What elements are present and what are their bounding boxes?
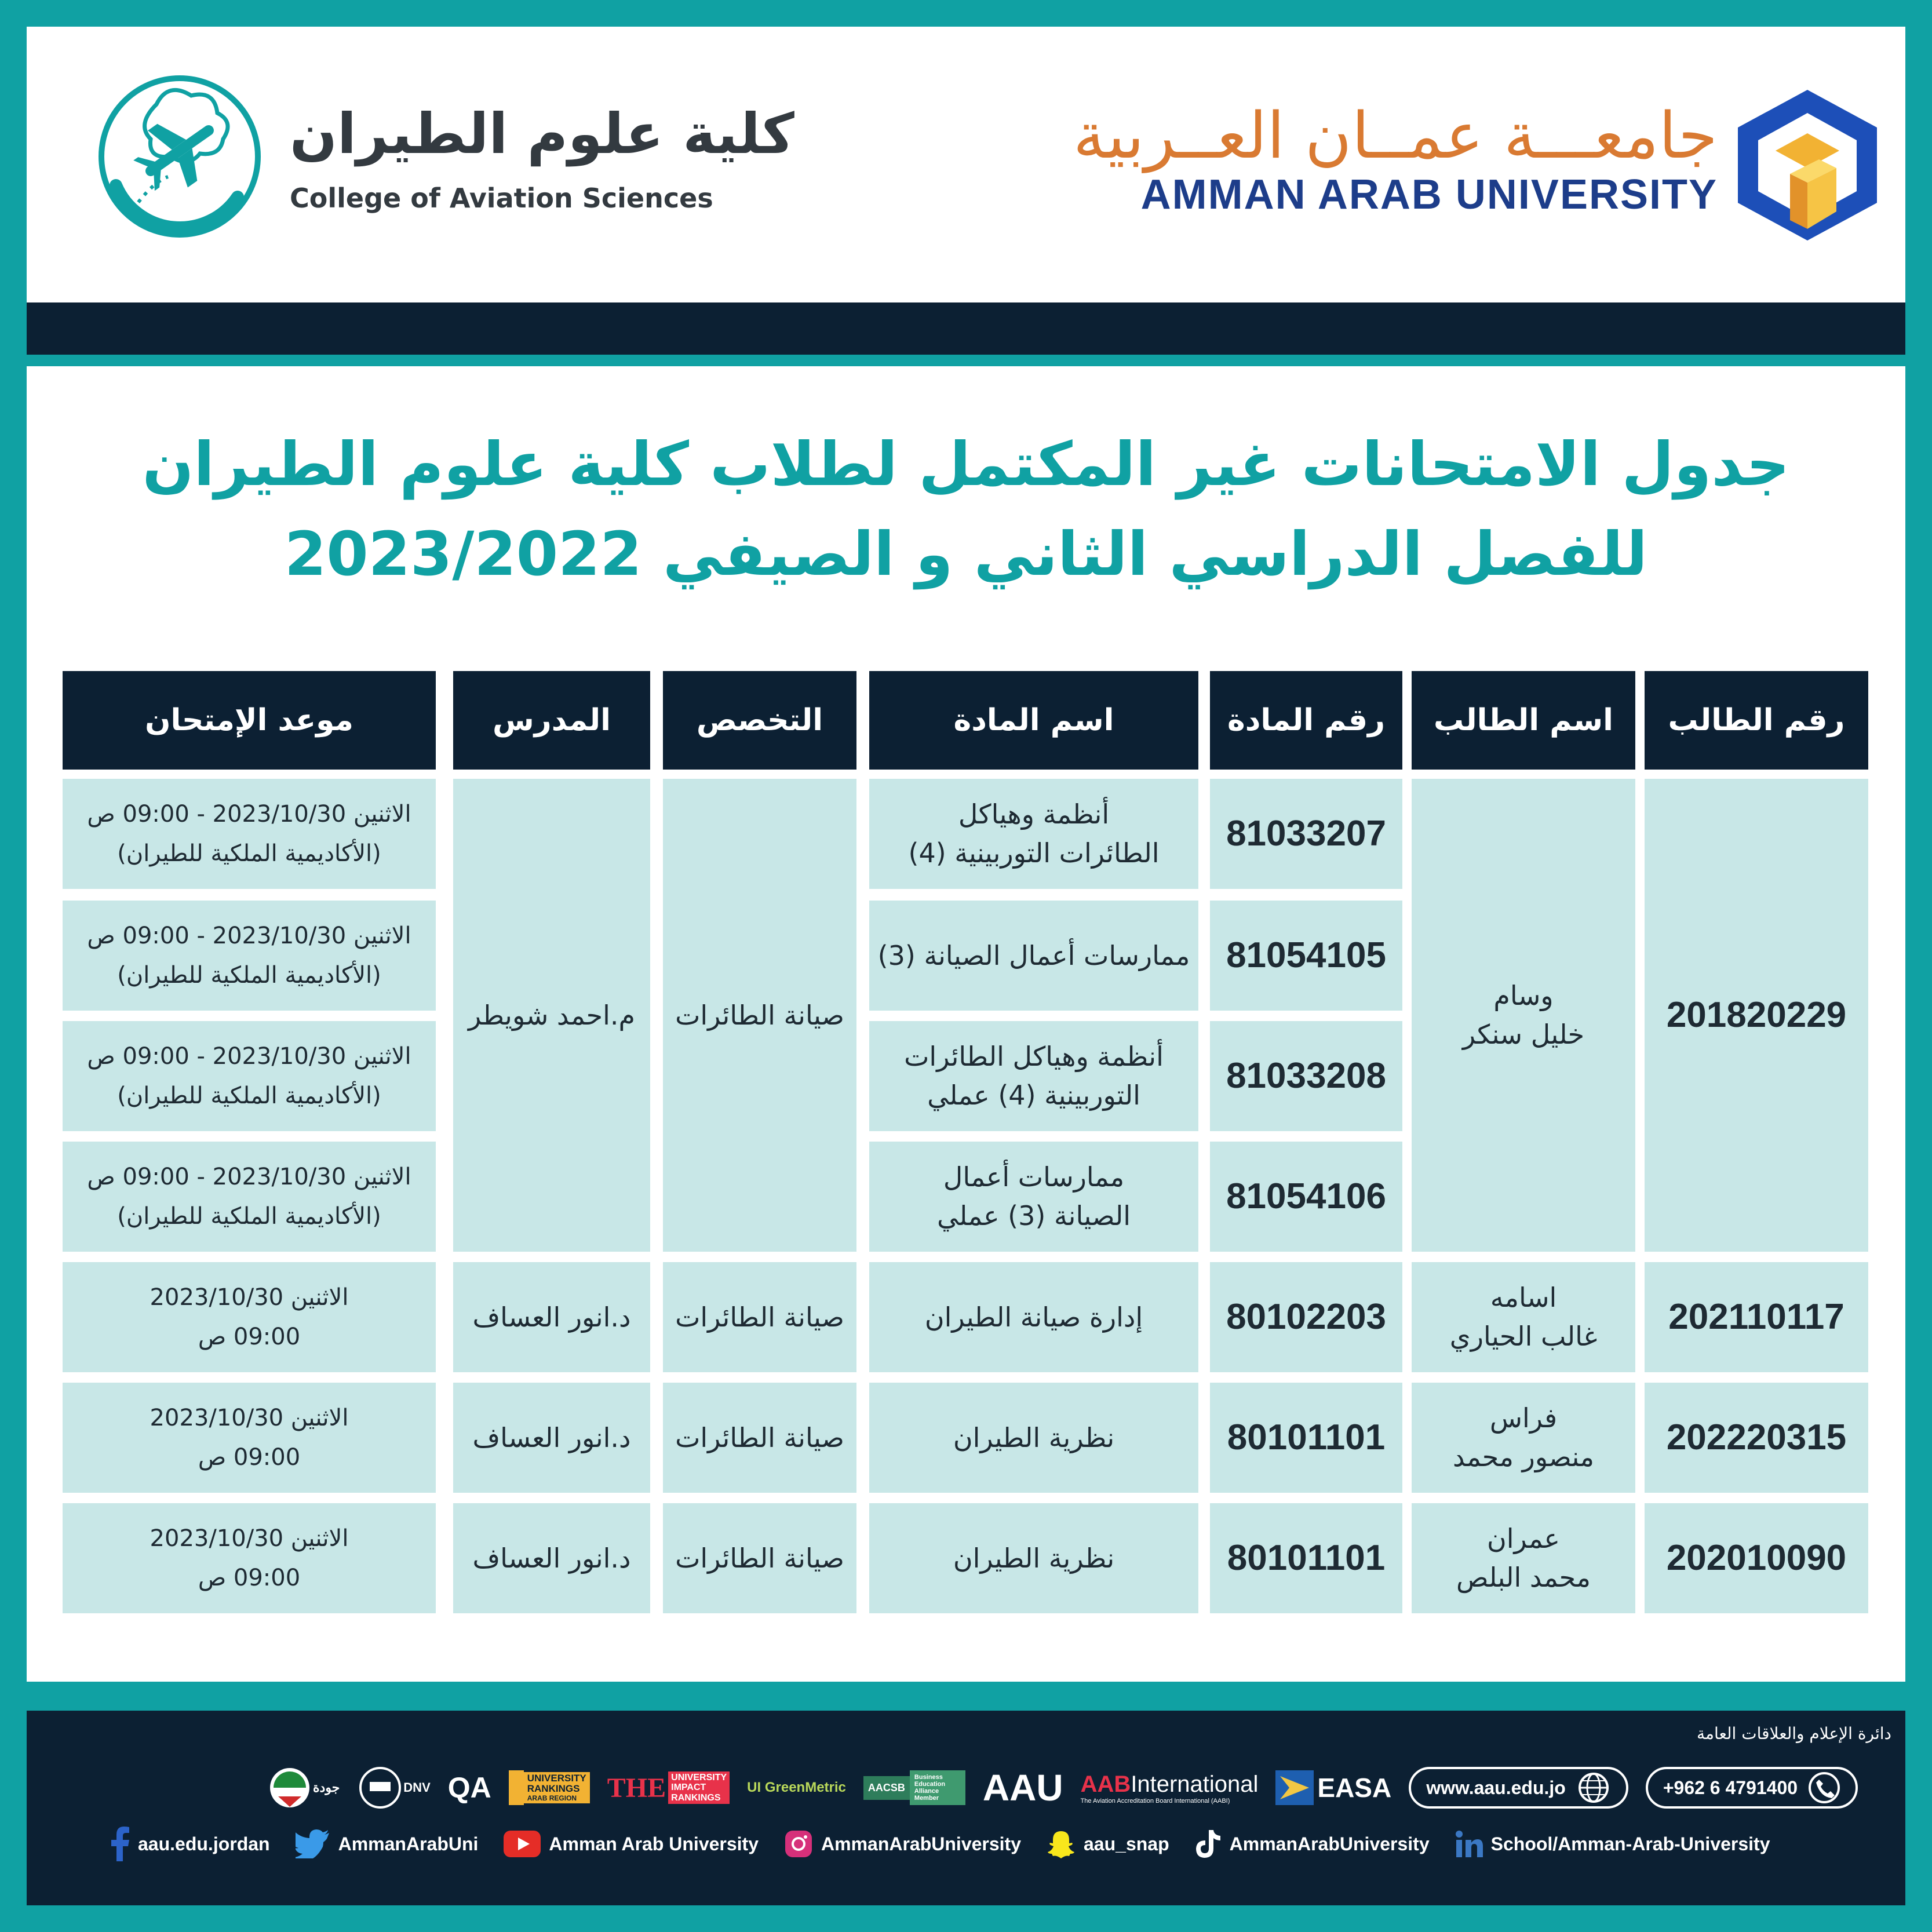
course-name-cell: أنظمة وهياكل الطائرات التوربينية (4) عملي bbox=[869, 1021, 1198, 1131]
aacsb-badge bbox=[863, 1770, 965, 1805]
header-major: التخصص bbox=[663, 671, 856, 770]
exam-time-cell: الاثنين 2023/10/30 09:00 ص bbox=[63, 1503, 436, 1613]
page-title: جدول الامتحانات غير المكتمل لطلاب كلية علوم الطيران bbox=[142, 429, 1790, 500]
university-name-en: AMMAN ARAB UNIVERSITY bbox=[1140, 172, 1718, 218]
aabi-red: AAB bbox=[1080, 1771, 1131, 1797]
course-id-cell: 81054106 bbox=[1210, 1142, 1402, 1252]
page-subtitle: للفصل الدراسي الثاني و الصيفي 2023/2022 bbox=[284, 519, 1648, 589]
course-id-cell: 81033208 bbox=[1210, 1021, 1402, 1131]
instagram-icon bbox=[784, 1829, 813, 1858]
course-id-cell: 81033207 bbox=[1210, 779, 1402, 889]
student-id-cell: 202110117 bbox=[1645, 1262, 1868, 1372]
course-name-cell: أنظمة وهياكل الطائرات التوربينية (4) bbox=[869, 779, 1198, 889]
jawda-icon bbox=[267, 1765, 313, 1811]
header-divider-bar bbox=[27, 302, 1905, 355]
student-id-cell: 202010090 bbox=[1645, 1503, 1868, 1613]
youtube-text: Amman Arab University bbox=[549, 1833, 759, 1854]
exam-time-cell: الاثنين 2023/10/30 09:00 ص bbox=[63, 1383, 436, 1493]
aabi-sub: The Aviation Accreditation Board International (AABI) bbox=[1080, 1797, 1230, 1805]
student-id-cell: 201820229 bbox=[1645, 779, 1868, 1252]
header-student-name: اسم الطالب bbox=[1412, 671, 1635, 770]
instructor-cell: م.احمد شويطر bbox=[453, 779, 650, 1252]
twitter-text: AmmanArabUni bbox=[338, 1833, 479, 1854]
dnv-label: DNV bbox=[403, 1780, 431, 1795]
major-cell: صيانة الطائرات bbox=[663, 779, 856, 1252]
twitter-icon bbox=[296, 1829, 330, 1858]
department-label: دائرة الإعلام والعلاقات العامة bbox=[1696, 1724, 1891, 1743]
aacsb-sub: Business Education Alliance Member bbox=[910, 1770, 965, 1805]
course-name-cell: ممارسات أعمال الصيانة (3) عملي bbox=[869, 1142, 1198, 1252]
major-cell: صيانة الطائرات bbox=[663, 1262, 856, 1372]
the-label: THE bbox=[607, 1772, 666, 1803]
youtube-icon bbox=[504, 1831, 541, 1857]
instructor-cell: د.انور العساف bbox=[453, 1383, 650, 1493]
easa-badge bbox=[1275, 1770, 1391, 1805]
linkedin-icon bbox=[1455, 1830, 1483, 1858]
university-logo-icon bbox=[1735, 87, 1880, 243]
qs-line2: RANKINGS bbox=[527, 1783, 580, 1795]
college-name-ar: كلية علوم الطيران bbox=[290, 101, 794, 166]
course-id-cell: 80101101 bbox=[1210, 1383, 1402, 1493]
qs-rankings-badge bbox=[509, 1770, 590, 1805]
accreditation-badges bbox=[267, 1762, 1858, 1814]
instructor-cell: د.انور العساف bbox=[453, 1503, 650, 1613]
header-instructor: المدرس bbox=[453, 671, 650, 770]
jawda-badge bbox=[267, 1765, 340, 1811]
exam-time-cell: الاثنين 2023/10/30 - 09:00 ص (الأكاديمية الملكية للطيران) bbox=[63, 901, 436, 1011]
header-course-id: رقم المادة bbox=[1210, 671, 1402, 770]
social-links bbox=[110, 1827, 1770, 1861]
major-cell: صيانة الطائرات bbox=[663, 1383, 856, 1493]
twitter-link[interactable] bbox=[296, 1829, 479, 1858]
easa-icon bbox=[1275, 1770, 1314, 1805]
snapchat-link[interactable] bbox=[1047, 1829, 1169, 1858]
globe-icon bbox=[1576, 1770, 1611, 1805]
course-name-cell: نظرية الطيران bbox=[869, 1383, 1198, 1493]
university-name-ar: جامعـــة عمــان العــربية bbox=[1073, 99, 1718, 173]
course-name-cell: ممارسات أعمال الصيانة (3) bbox=[869, 901, 1198, 1011]
qs-line1: UNIVERSITY bbox=[527, 1772, 586, 1784]
phone-link[interactable] bbox=[1646, 1767, 1858, 1809]
facebook-link[interactable] bbox=[110, 1827, 270, 1861]
phone-icon bbox=[1808, 1771, 1840, 1804]
aacsb-label: AACSB bbox=[863, 1776, 910, 1800]
aabi-badge bbox=[1081, 1771, 1259, 1805]
the-rankings-badge bbox=[607, 1771, 730, 1805]
header-course-name: اسم المادة bbox=[869, 671, 1198, 770]
website-text: www.aau.edu.jo bbox=[1426, 1777, 1566, 1798]
course-id-cell: 81054105 bbox=[1210, 901, 1402, 1011]
instagram-text: AmmanArabUniversity bbox=[821, 1833, 1021, 1854]
facebook-text: aau.edu.jordan bbox=[138, 1833, 270, 1854]
header-exam-time: موعد الإمتحان bbox=[63, 671, 436, 770]
ui-greenmetric-badge: UI GreenMetric bbox=[747, 1780, 846, 1795]
student-id-cell: 202220315 bbox=[1645, 1383, 1868, 1493]
exam-time-cell: الاثنين 2023/10/30 - 09:00 ص (الأكاديمية الملكية للطيران) bbox=[63, 1142, 436, 1252]
course-name-cell: نظرية الطيران bbox=[869, 1503, 1198, 1613]
course-name-cell: إدارة صيانة الطيران bbox=[869, 1262, 1198, 1372]
student-name-cell: وسام خليل سنكر bbox=[1412, 779, 1635, 1252]
linkedin-text: School/Amman-Arab-University bbox=[1490, 1833, 1770, 1854]
easa-label: EASA bbox=[1317, 1773, 1392, 1803]
jawda-label: جودة bbox=[313, 1780, 340, 1795]
qs-icon bbox=[509, 1770, 524, 1805]
college-name-en: College of Aviation Sciences bbox=[290, 183, 713, 214]
tiktok-text: AmmanArabUniversity bbox=[1229, 1833, 1430, 1854]
instructor-cell: د.انور العساف bbox=[453, 1262, 650, 1372]
tiktok-icon bbox=[1195, 1829, 1222, 1859]
facebook-icon bbox=[110, 1827, 130, 1861]
exam-time-cell: الاثنين 2023/10/30 09:00 ص bbox=[63, 1262, 436, 1372]
student-name-cell: عمران محمد البلص bbox=[1412, 1503, 1635, 1613]
the-line2: IMPACT bbox=[671, 1782, 706, 1793]
student-name-cell: فراس منصور محمد bbox=[1412, 1383, 1635, 1493]
college-logo-icon bbox=[93, 70, 267, 243]
snapchat-icon bbox=[1047, 1829, 1076, 1858]
tiktok-link[interactable] bbox=[1195, 1829, 1430, 1859]
dnv-badge bbox=[357, 1765, 430, 1811]
snapchat-text: aau_snap bbox=[1084, 1833, 1169, 1854]
linkedin-link[interactable] bbox=[1455, 1830, 1770, 1858]
qs-line3: ARAB REGION bbox=[527, 1794, 577, 1803]
website-link[interactable] bbox=[1409, 1767, 1628, 1809]
the-line3: RANKINGS bbox=[671, 1792, 721, 1803]
the-line1: UNIVERSITY bbox=[671, 1772, 727, 1782]
dnv-icon bbox=[357, 1765, 403, 1811]
header-student-id: رقم الطالب bbox=[1645, 671, 1868, 770]
youtube-link[interactable] bbox=[504, 1831, 759, 1857]
student-name-cell: اسامه غالب الحياري bbox=[1412, 1262, 1635, 1372]
exam-time-cell: الاثنين 2023/10/30 - 09:00 ص (الأكاديمية الملكية للطيران) bbox=[63, 1021, 436, 1131]
course-id-cell: 80101101 bbox=[1210, 1503, 1402, 1613]
aau-badge: AAU bbox=[982, 1767, 1063, 1809]
qa-badge: QA bbox=[447, 1771, 491, 1804]
phone-text: +962 6 4791400 bbox=[1663, 1777, 1798, 1798]
major-cell: صيانة الطائرات bbox=[663, 1503, 856, 1613]
instagram-link[interactable] bbox=[784, 1829, 1021, 1858]
aabi-rest: International bbox=[1131, 1771, 1259, 1797]
exam-time-cell: الاثنين 2023/10/30 - 09:00 ص (الأكاديمية الملكية للطيران) bbox=[63, 779, 436, 889]
course-id-cell: 80102203 bbox=[1210, 1262, 1402, 1372]
